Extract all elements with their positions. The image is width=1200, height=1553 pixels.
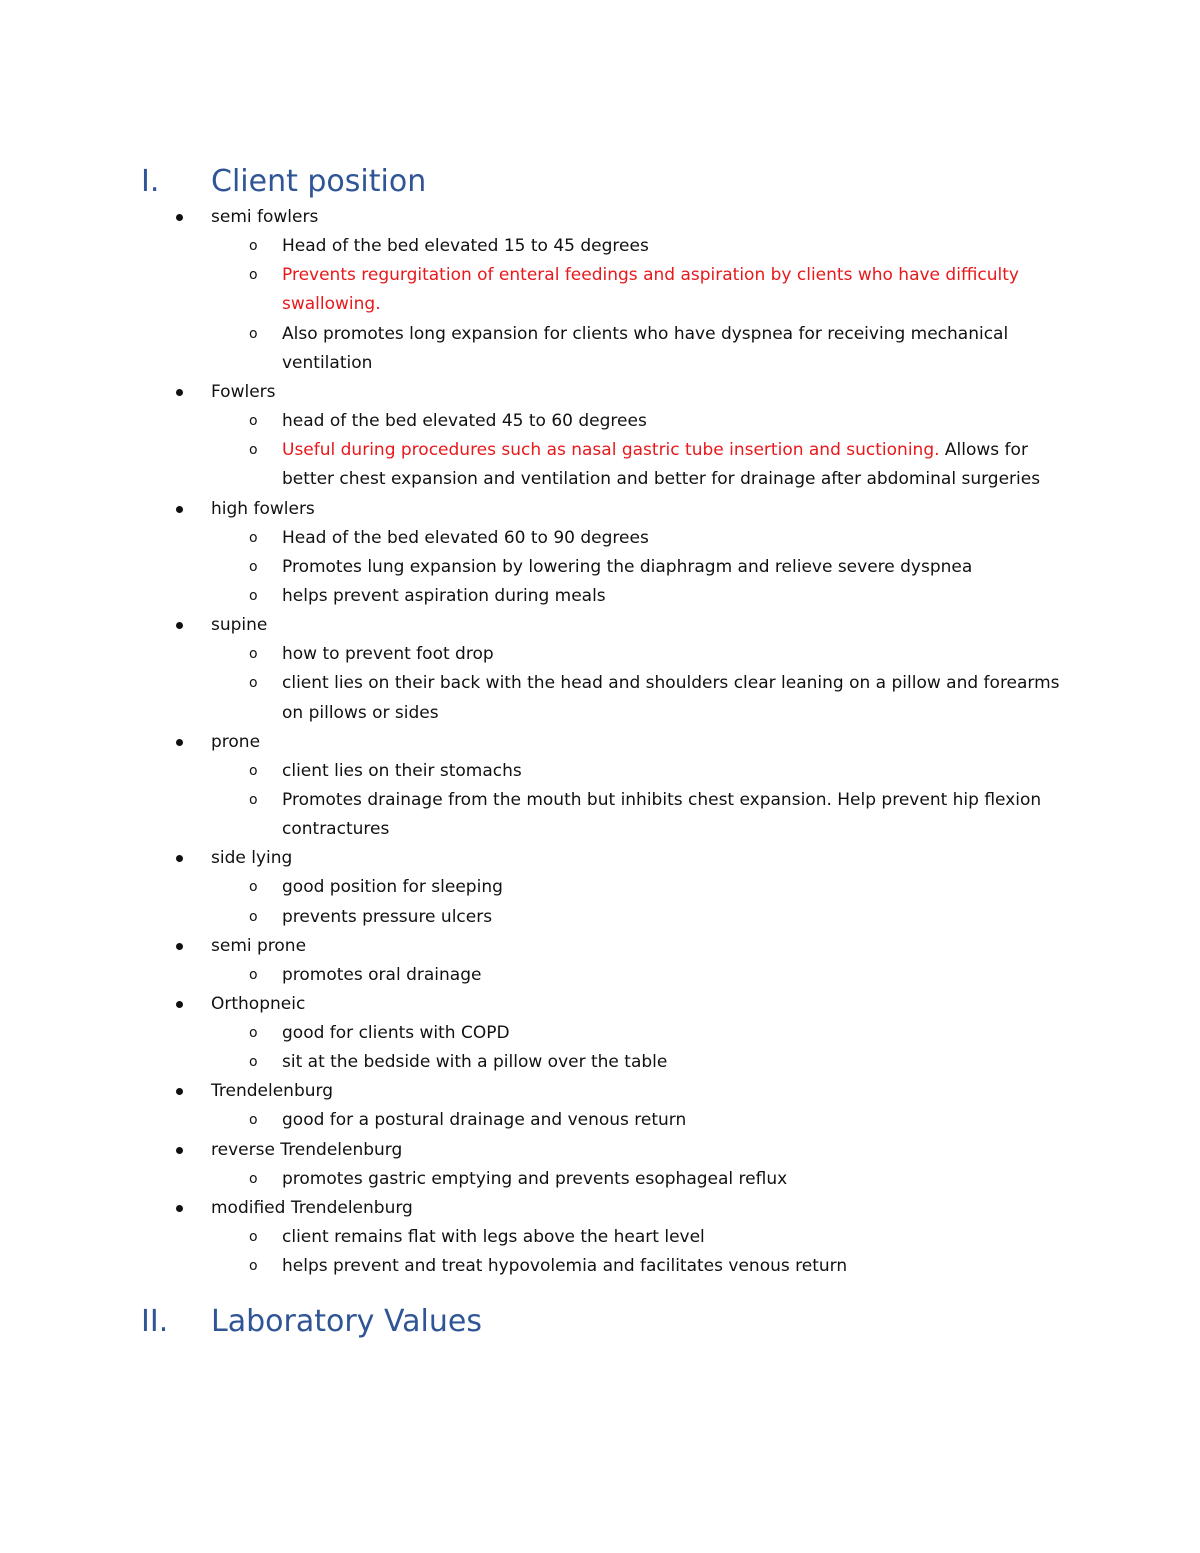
sub-list-item <box>0 407 1072 436</box>
circle-bullet-icon: o <box>249 675 258 692</box>
sub-list-item <box>0 553 1072 582</box>
sub-list-item <box>0 873 1072 902</box>
sub-list-item <box>0 961 1072 990</box>
sub-item-text: helps prevent and treat hypovolemia and facilitates venous return <box>282 1256 848 1277</box>
sub-item-text: promotes oral drainage <box>282 964 482 985</box>
list-item <box>0 932 1200 990</box>
bullet-icon <box>176 1001 183 1008</box>
circle-bullet-icon: o <box>249 558 258 575</box>
section-heading <box>0 162 1200 202</box>
list-item <box>0 1077 1200 1135</box>
bullet-icon <box>176 389 183 396</box>
list-item-row <box>0 844 1200 873</box>
heading-title: Client position <box>211 164 427 199</box>
list-item-label: high fowlers <box>211 498 315 519</box>
section-heading <box>0 1302 1200 1342</box>
list-item-label: supine <box>211 615 268 636</box>
sub-list-item <box>0 232 1072 261</box>
sub-list <box>0 1223 1200 1281</box>
list-item <box>0 1136 1200 1194</box>
sub-item-text: Promotes drainage from the mouth but inhibits chest expansion. Help prevent hip flexion contractures <box>282 790 1042 840</box>
sub-list-item <box>0 786 1072 844</box>
sub-item-text: Also promotes long expansion for clients who have dyspnea for receiving mechanical ventilation <box>282 323 1009 373</box>
sub-item-text: Head of the bed elevated 15 to 45 degrees <box>282 236 649 256</box>
bullet-icon <box>176 739 183 746</box>
circle-bullet-icon: o <box>249 646 258 663</box>
sub-item-text: how to prevent foot drop <box>282 644 494 665</box>
circle-bullet-icon: o <box>249 1170 258 1187</box>
circle-bullet-icon: o <box>249 529 258 546</box>
highlighted-text: Useful during procedures such as nasal gastric tube insertion and suctioning. <box>282 440 940 461</box>
section-laboratory-values <box>0 1302 1200 1342</box>
section-client-position <box>0 162 1200 1281</box>
list-item-row <box>0 728 1200 757</box>
list-item <box>0 990 1200 1077</box>
bullet-icon <box>176 506 183 513</box>
list-item <box>0 203 1200 378</box>
list-item <box>0 728 1200 845</box>
circle-bullet-icon: o <box>249 762 258 779</box>
circle-bullet-icon: o <box>249 413 258 430</box>
circle-bullet-icon: o <box>249 267 258 284</box>
sub-list-item <box>0 903 1072 932</box>
sub-item-text: helps prevent aspiration during meals <box>282 586 606 607</box>
sub-list-item <box>0 640 1072 669</box>
list-item-label: semi fowlers <box>211 207 319 227</box>
circle-bullet-icon: o <box>249 325 258 342</box>
circle-bullet-icon: o <box>249 442 258 459</box>
sub-list-item <box>0 582 1072 611</box>
list-item-row <box>0 1077 1200 1106</box>
circle-bullet-icon: o <box>249 238 258 254</box>
list-item-label: Trendelenburg <box>211 1081 333 1102</box>
sub-list-item <box>0 436 1072 494</box>
bullet-icon <box>176 1088 183 1095</box>
sub-item-text: sit at the bedside with a pillow over the table <box>282 1052 668 1073</box>
list-item <box>0 844 1200 931</box>
sub-list <box>0 640 1200 728</box>
circle-bullet-icon: o <box>249 792 258 809</box>
sub-list <box>0 1165 1200 1194</box>
list-item-row <box>0 990 1200 1019</box>
sub-list <box>0 407 1200 495</box>
list-item-label: prone <box>211 731 261 752</box>
heading-title: Laboratory Values <box>211 1304 482 1339</box>
sub-item-text: client lies on their stomachs <box>282 760 522 781</box>
heading-number: II. <box>141 1304 169 1339</box>
sub-list <box>0 524 1200 612</box>
sub-item-text: good for clients with COPD <box>282 1023 510 1044</box>
list-item-label: Fowlers <box>211 382 276 403</box>
circle-bullet-icon: o <box>249 879 258 896</box>
sub-list-item <box>0 1165 1072 1194</box>
list-item-row <box>0 495 1200 524</box>
sub-list-item <box>0 1223 1072 1252</box>
sub-item-text: client remains flat with legs above the heart level <box>282 1226 705 1247</box>
heading-number: I. <box>141 164 160 199</box>
list-item-label: reverse Trendelenburg <box>211 1139 403 1160</box>
sub-list-item <box>0 261 1072 319</box>
sub-list <box>0 873 1200 931</box>
list-item-row <box>0 1194 1200 1223</box>
circle-bullet-icon: o <box>249 908 258 925</box>
sub-item-text: good for a postural drainage and venous return <box>282 1110 687 1131</box>
circle-bullet-icon: o <box>249 588 258 605</box>
list-item <box>0 1194 1200 1281</box>
circle-bullet-icon: o <box>249 1112 258 1129</box>
sub-list-item <box>0 669 1072 727</box>
circle-bullet-icon: o <box>249 1054 258 1071</box>
sub-list <box>0 232 1200 378</box>
sub-list-item <box>0 1252 1072 1281</box>
list-item-row <box>0 378 1200 407</box>
list-item <box>0 378 1200 495</box>
sub-item-text: prevents pressure ulcers <box>282 906 493 927</box>
sub-list-item <box>0 320 1072 378</box>
sub-list-item <box>0 757 1072 786</box>
sub-list <box>0 1019 1200 1077</box>
sub-item-text: Promotes lung expansion by lowering the diaphragm and relieve severe dyspnea <box>282 556 973 577</box>
sub-list <box>0 1106 1200 1135</box>
list-item-label: modified Trendelenburg <box>211 1197 413 1218</box>
sub-item-text: Allows for better chest expansion and ventilation and better for drainage after abdominal surgeries <box>282 440 1041 490</box>
bullet-icon <box>176 855 183 862</box>
circle-bullet-icon: o <box>249 966 258 983</box>
circle-bullet-icon: o <box>249 1025 258 1042</box>
sub-list <box>0 757 1200 845</box>
bullet-icon <box>176 214 183 221</box>
sub-list-item <box>0 1019 1072 1048</box>
list-item <box>0 611 1200 728</box>
list-item-row <box>0 932 1200 961</box>
list-item-row <box>0 203 1200 232</box>
bullet-icon <box>176 943 183 950</box>
list-item-row <box>0 611 1200 640</box>
list-item-row <box>0 1136 1200 1165</box>
sub-item-text: good position for sleeping <box>282 877 503 898</box>
sub-item-text: promotes gastric emptying and prevents esophageal reflux <box>282 1168 788 1189</box>
position-list <box>0 203 1200 1281</box>
list-item-label: side lying <box>211 848 293 869</box>
highlighted-text: Prevents regurgitation of enteral feedings and aspiration by clients who have difficulty swallowing. <box>282 265 1019 315</box>
list-item <box>0 495 1200 612</box>
bullet-icon <box>176 1205 183 1212</box>
sub-list <box>0 961 1200 990</box>
sub-item-text: client lies on their back with the head and shoulders clear leaning on a pillow and forearms on pillows or sides <box>282 673 1060 723</box>
circle-bullet-icon: o <box>249 1228 258 1245</box>
sub-list-item <box>0 1048 1072 1077</box>
sub-item-text: head of the bed elevated 45 to 60 degrees <box>282 411 647 432</box>
bullet-icon <box>176 1147 183 1154</box>
list-item-label: Orthopneic <box>211 994 306 1015</box>
sub-list-item <box>0 524 1072 553</box>
sub-item-text: Head of the bed elevated 60 to 90 degrees <box>282 527 649 548</box>
list-item-label: semi prone <box>211 935 307 956</box>
circle-bullet-icon: o <box>249 1258 258 1275</box>
bullet-icon <box>176 622 183 629</box>
sub-list-item <box>0 1106 1072 1135</box>
